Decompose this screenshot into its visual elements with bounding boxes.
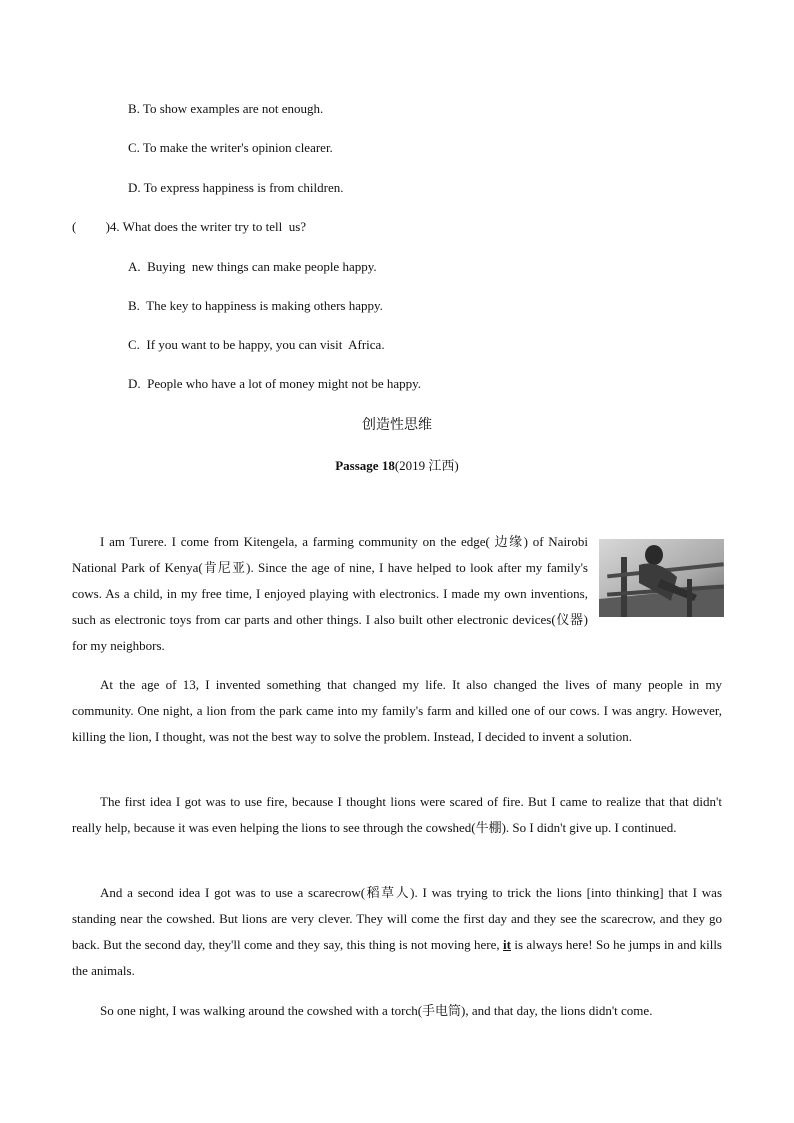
- paragraph-4-part-1: And a second idea I got was to use a scarecrow(稻草人). I was trying to trick the lions [into thinking] that I was standing near the cowshed. But lions are very clever. They will come the first day and they see the scarecrow, and they go back. But the second day, they'll come and they say, this thing is not moving here,: [72, 885, 722, 952]
- passage-title-source: (2019 江西): [394, 458, 459, 473]
- q4-option-c: C. If you want to be happy, you can visit Africa.: [128, 337, 385, 352]
- paragraph-4-part-2: is always here! So he jumps in and kills the animals.: [72, 937, 722, 978]
- paragraph-5: So one night, I was walking around the cowshed with a torch(手电筒), and that day, the lions didn't come.: [100, 1003, 653, 1018]
- passage-title-bold: Passage 18: [335, 458, 395, 473]
- q4-option-d: D. People who have a lot of money might not be happy.: [128, 376, 422, 391]
- q3-option-d: D. To express happiness is from children.: [128, 180, 344, 195]
- q4-option-a: A. Buying new things can make people happy.: [128, 259, 377, 274]
- paragraph-1: I am Turere. I come from Kitengela, a farming community on the edge( 边缘) of Nairobi National Park of Kenya(肯尼亚). Since the age of nine, I have helped to look after my family's cows. As a child, in my free time, I enjoyed playing with electronics. I made my own inventions, such as electronic toys from car parts and other things. I also built other electronic devices(仪器) for my neighbors.: [72, 534, 588, 653]
- section-title: 创造性思维: [362, 417, 432, 433]
- q4-option-b: B. The key to happiness is making others happy.: [128, 298, 383, 313]
- boy-photo: [599, 539, 724, 617]
- passage-title: [0, 455, 794, 474]
- q3-option-c: C. To make the writer's opinion clearer.: [128, 140, 333, 155]
- paragraph-3: The first idea I got was to use fire, because I thought lions were scared of fire. But I came to realize that that didn't really help, because it was even helping the lions to see through the cowshed(牛棚). So I didn't give up. I continued.: [72, 794, 722, 835]
- q3-option-b: B. To show examples are not enough.: [128, 101, 324, 116]
- q4-stem: ( )4. What does the writer try to tell us?: [72, 219, 307, 234]
- underlined-word: it: [503, 937, 511, 952]
- paragraph-4: [72, 880, 722, 984]
- paragraph-2: At the age of 13, I invented something that changed my life. It also changed the lives of many people in my community. One night, a lion from the park came into my family's farm and killed one of our cows. I was angry. However, killing the lion, I thought, was not the best way to solve the problem. Instead, I decided to invent a solution.: [72, 677, 722, 744]
